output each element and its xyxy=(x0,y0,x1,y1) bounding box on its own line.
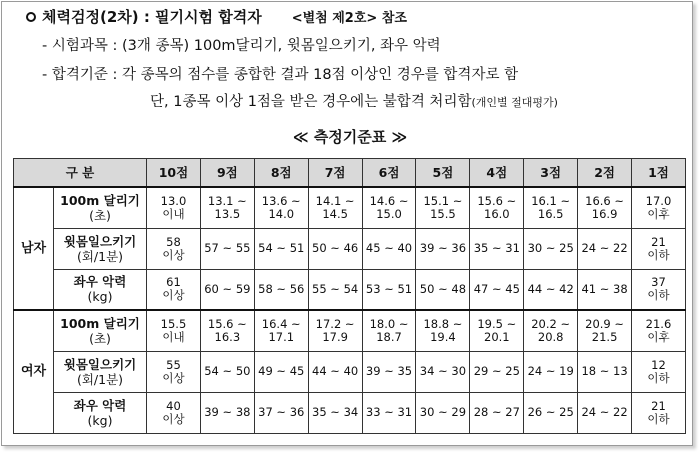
score-cell: 13.1 ~ 13.5 xyxy=(200,187,254,228)
table-body xyxy=(14,187,686,433)
score-cell: 50 ~ 46 xyxy=(308,228,362,269)
score-cell: 37 이하 xyxy=(632,269,686,310)
table-header-row xyxy=(14,159,686,188)
score-cell: 57 ~ 55 xyxy=(200,228,254,269)
event-name: 윗몸일으키기 xyxy=(63,356,137,372)
score-cell: 18.8 ~ 19.4 xyxy=(416,310,470,351)
score-cell: 24 ~ 22 xyxy=(578,228,632,269)
score-header: 3점 xyxy=(524,159,578,188)
subjects-line: - 시험과목 : (3개 종목) 100m달리기, 윗몸일으키기, 좌우 악력 xyxy=(42,38,441,54)
score-cell: 41 ~ 38 xyxy=(578,269,632,310)
score-cell: 15.5 이내 xyxy=(147,310,201,351)
score-cell: 39 ~ 36 xyxy=(416,228,470,269)
score-cell: 28 ~ 27 xyxy=(470,392,524,433)
criteria-continuation-text: 단, 1종목 이상 1점을 받은 경우에는 불합격 처리함 xyxy=(150,94,472,110)
score-cell: 15.1 ~ 15.5 xyxy=(416,187,470,228)
event-unit: (초) xyxy=(89,207,111,223)
score-cell: 55 이상 xyxy=(147,351,201,392)
gender-cell: 남자 xyxy=(14,187,54,310)
event-name: 100m 달리기 xyxy=(60,315,140,331)
gender-cell: 여자 xyxy=(14,310,54,433)
score-cell: 58 ~ 56 xyxy=(254,269,308,310)
score-header: 1점 xyxy=(632,159,686,188)
score-cell: 20.2 ~ 20.8 xyxy=(524,310,578,351)
event-name: 100m 달리기 xyxy=(60,192,140,208)
table-title: ≪ 측정기준표 ≫ xyxy=(292,128,408,146)
header-label: 구 분 xyxy=(14,159,147,188)
heading-title: 체력검정(2차) : 필기시험 합격자 xyxy=(42,8,262,26)
score-cell: 16.1 ~ 16.5 xyxy=(524,187,578,228)
event-cell xyxy=(54,187,147,228)
event-unit: (초) xyxy=(89,330,111,346)
score-cell: 45 ~ 40 xyxy=(362,228,416,269)
score-cell: 44 ~ 42 xyxy=(524,269,578,310)
table-row xyxy=(14,187,686,228)
event-unit: (회/1분) xyxy=(76,371,124,387)
score-cell: 21 이하 xyxy=(632,392,686,433)
score-cell: 44 ~ 40 xyxy=(308,351,362,392)
score-header: 4점 xyxy=(470,159,524,188)
score-cell: 17.2 ~ 17.9 xyxy=(308,310,362,351)
score-cell: 16.4 ~ 17.1 xyxy=(254,310,308,351)
score-cell: 50 ~ 48 xyxy=(416,269,470,310)
criteria-line: - 합격기준 : 각 종목의 점수를 종합한 결과 18점 이상인 경우를 합격자로 함 xyxy=(42,67,519,83)
event-name: 좌우 악력 xyxy=(73,274,127,290)
section-heading xyxy=(26,6,407,27)
score-cell: 13.6 ~ 14.0 xyxy=(254,187,308,228)
score-cell: 29 ~ 25 xyxy=(470,351,524,392)
measurement-table xyxy=(13,158,686,434)
score-cell: 47 ~ 45 xyxy=(470,269,524,310)
score-cell: 37 ~ 36 xyxy=(254,392,308,433)
score-header: 9점 xyxy=(200,159,254,188)
heading-reference: <별첨 제2호> 참조 xyxy=(291,11,407,26)
score-header: 7점 xyxy=(308,159,362,188)
event-unit: (kg) xyxy=(87,289,113,305)
score-cell: 20.9 ~ 21.5 xyxy=(578,310,632,351)
score-cell: 21.6 이후 xyxy=(632,310,686,351)
score-cell: 12 이하 xyxy=(632,351,686,392)
score-cell: 34 ~ 30 xyxy=(416,351,470,392)
score-cell: 54 ~ 50 xyxy=(200,351,254,392)
score-cell: 39 ~ 35 xyxy=(362,351,416,392)
score-cell: 17.0 이후 xyxy=(632,187,686,228)
score-header: 2점 xyxy=(578,159,632,188)
score-header: 10점 xyxy=(147,159,201,188)
score-cell: 16.6 ~ 16.9 xyxy=(578,187,632,228)
table-row xyxy=(14,392,686,433)
criteria-continuation xyxy=(150,90,558,111)
score-cell: 19.5 ~ 20.1 xyxy=(470,310,524,351)
score-cell: 26 ~ 25 xyxy=(524,392,578,433)
score-cell: 15.6 ~ 16.3 xyxy=(200,310,254,351)
table-row xyxy=(14,310,686,351)
score-cell: 24 ~ 22 xyxy=(578,392,632,433)
score-cell: 35 ~ 31 xyxy=(470,228,524,269)
event-name: 윗몸일으키기 xyxy=(63,233,137,249)
criteria-note: (개인별 절대평가) xyxy=(471,96,558,109)
score-cell: 18.0 ~ 18.7 xyxy=(362,310,416,351)
event-unit: (kg) xyxy=(87,412,113,428)
table-row xyxy=(14,269,686,310)
event-cell xyxy=(54,392,147,433)
score-header: 6점 xyxy=(362,159,416,188)
score-cell: 13.0 이내 xyxy=(147,187,201,228)
score-cell: 58 이상 xyxy=(147,228,201,269)
score-cell: 21 이하 xyxy=(632,228,686,269)
event-cell xyxy=(54,351,147,392)
event-cell xyxy=(54,228,147,269)
score-cell: 49 ~ 45 xyxy=(254,351,308,392)
table-row xyxy=(14,351,686,392)
score-cell: 40 이상 xyxy=(147,392,201,433)
score-cell: 39 ~ 38 xyxy=(200,392,254,433)
score-cell: 30 ~ 29 xyxy=(416,392,470,433)
table-row xyxy=(14,228,686,269)
score-cell: 33 ~ 31 xyxy=(362,392,416,433)
circle-bullet-icon xyxy=(26,12,36,22)
score-cell: 54 ~ 51 xyxy=(254,228,308,269)
event-cell xyxy=(54,310,147,351)
event-cell xyxy=(54,269,147,310)
score-cell: 18 ~ 13 xyxy=(578,351,632,392)
score-header: 5점 xyxy=(416,159,470,188)
score-header: 8점 xyxy=(254,159,308,188)
score-cell: 35 ~ 34 xyxy=(308,392,362,433)
event-name: 좌우 악력 xyxy=(73,397,127,413)
score-cell: 53 ~ 51 xyxy=(362,269,416,310)
score-cell: 60 ~ 59 xyxy=(200,269,254,310)
score-cell: 14.1 ~ 14.5 xyxy=(308,187,362,228)
score-cell: 55 ~ 54 xyxy=(308,269,362,310)
event-unit: (회/1분) xyxy=(76,248,124,264)
score-cell: 24 ~ 19 xyxy=(524,351,578,392)
score-cell: 30 ~ 25 xyxy=(524,228,578,269)
score-cell: 14.6 ~ 15.0 xyxy=(362,187,416,228)
score-cell: 61 이상 xyxy=(147,269,201,310)
score-cell: 15.6 ~ 16.0 xyxy=(470,187,524,228)
